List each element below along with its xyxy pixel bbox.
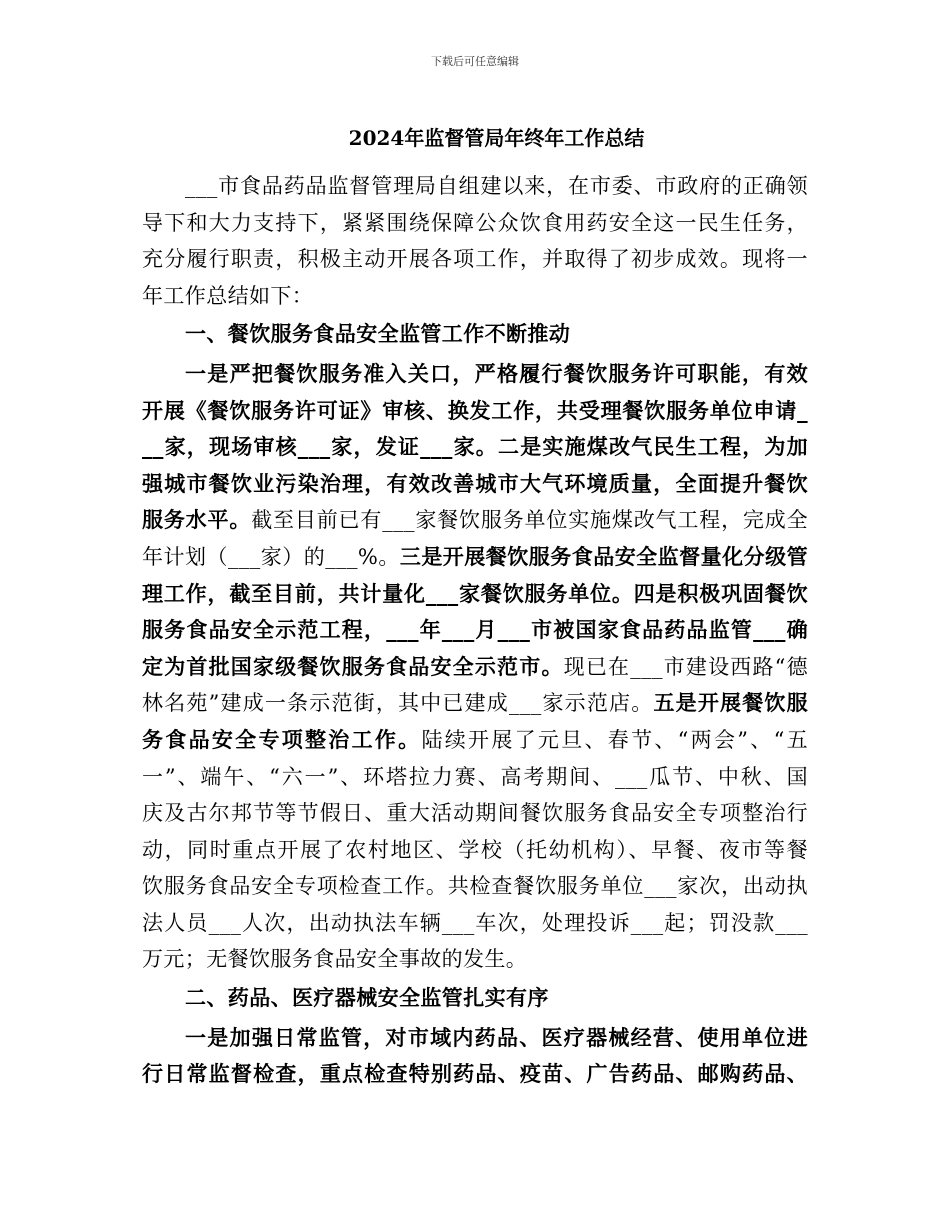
- text-line: [142, 205, 808, 242]
- plain-text: 年工作总结如下：: [142, 283, 314, 308]
- bold-text: 行日常监督检查，重点检查特别药品、疫苗、广告药品、邮购药品、: [142, 1061, 808, 1087]
- text-line: [142, 832, 808, 869]
- text-line: [142, 356, 808, 393]
- text-line: [142, 649, 808, 686]
- paragraph: [142, 356, 808, 978]
- plain-text: 动，同时重点开展了农村地区、学校（托幼机构）、早餐、夜市等餐: [142, 837, 808, 862]
- document-body: [142, 168, 808, 1093]
- text-line: [142, 539, 808, 576]
- paragraph: [142, 1020, 808, 1093]
- text-line: [142, 393, 808, 430]
- text-line: [142, 722, 808, 759]
- plain-text: 庆及古尔邦节等节假日、重大活动期间餐饮服务食品安全专项整治行: [142, 801, 808, 826]
- bold-text: 五是开展餐饮服: [653, 690, 808, 716]
- text-line: [142, 278, 808, 315]
- bold-text: 开展《餐饮服务许可证》审核、换发工作，共受理餐饮服务单位申请_: [142, 397, 808, 423]
- text-line: [142, 905, 808, 942]
- bold-text: 定为首批国家级餐饮服务食品安全示范市。: [142, 653, 564, 679]
- plain-text: 饮服务食品安全专项检查工作。共检查餐饮服务单位___家次，出动执: [142, 874, 808, 899]
- text-line: [142, 1020, 808, 1057]
- plain-text: 导下和大力支持下，紧紧围绕保障公众饮食用药安全这一民生任务，: [142, 210, 808, 235]
- bold-text: 强城市餐饮业污染治理，有效改善城市大气环境质量，全面提升餐饮: [142, 470, 808, 496]
- text-line: [142, 241, 808, 278]
- paragraph: [142, 168, 808, 314]
- plain-text: 林名苑”建成一条示范街，其中已建成___家示范店。: [142, 691, 654, 716]
- document-title: 2024年监督管局年终年工作总结: [348, 126, 645, 150]
- bold-text: 服务水平。: [142, 507, 252, 533]
- plain-text: 截至目前已有___家餐饮服务单位实施煤改气工程，完成全: [251, 508, 808, 533]
- bold-text: 三是开展餐饮服务食品安全监督量化分级管: [399, 543, 808, 569]
- text-line: [142, 1056, 808, 1093]
- plain-text: 万元；无餐饮服务食品安全事故的发生。: [142, 947, 528, 972]
- plain-text: ___市食品药品监督管理局自组建以来，在市委、市政府的正确领: [185, 174, 808, 198]
- plain-text: 法人员___人次，出动执法车辆___车次，处理投诉___起；罚没款___: [142, 910, 808, 935]
- section-heading: 二、药品、医疗器械安全监管扎实有序: [185, 985, 549, 1011]
- bold-text: __家，现场审核___家，发证___家。二是实施煤改气民生工程，为加: [142, 434, 808, 460]
- text-line: [142, 868, 808, 905]
- text-line: [142, 759, 808, 796]
- bold-text: 一是加强日常监管，对市域内药品、医疗器械经营、使用单位进: [185, 1024, 808, 1050]
- text-line: [142, 429, 808, 466]
- text-line: [142, 502, 808, 539]
- plain-text: 年计划（___家）的___%。: [142, 544, 400, 569]
- section-heading: 一、餐饮服务食品安全监管工作不断推动: [185, 321, 571, 347]
- bold-text: 理工作，截至目前，共计量化___家餐饮服务单位。四是积极巩固餐饮: [142, 580, 808, 606]
- plain-text: 陆续开展了元旦、春节、“两会”、“五: [421, 727, 808, 752]
- text-line: [142, 466, 808, 503]
- text-line: [142, 576, 808, 613]
- text-line: [142, 612, 808, 649]
- plain-text: 一”、端午、“六一”、环塔拉力赛、高考期间、___瓜节、中秋、国: [142, 764, 808, 789]
- text-line: [142, 168, 808, 205]
- bold-text: 服务食品安全示范工程，___年___月___市被国家食品药品监管___确: [142, 617, 808, 643]
- page-header-note: 下载后可任意编辑: [431, 55, 519, 68]
- text-line: [142, 795, 808, 832]
- text-line: [142, 685, 808, 722]
- text-line: [142, 941, 808, 978]
- plain-text: 现已在___市建设西路“德: [563, 654, 808, 679]
- plain-text: 充分履行职责，积极主动开展各项工作，并取得了初步成效。现将一: [142, 247, 808, 272]
- bold-text: 务食品安全专项整治工作。: [142, 726, 422, 752]
- bold-text: 一是严把餐饮服务准入关口，严格履行餐饮服务许可职能，有效: [185, 360, 808, 386]
